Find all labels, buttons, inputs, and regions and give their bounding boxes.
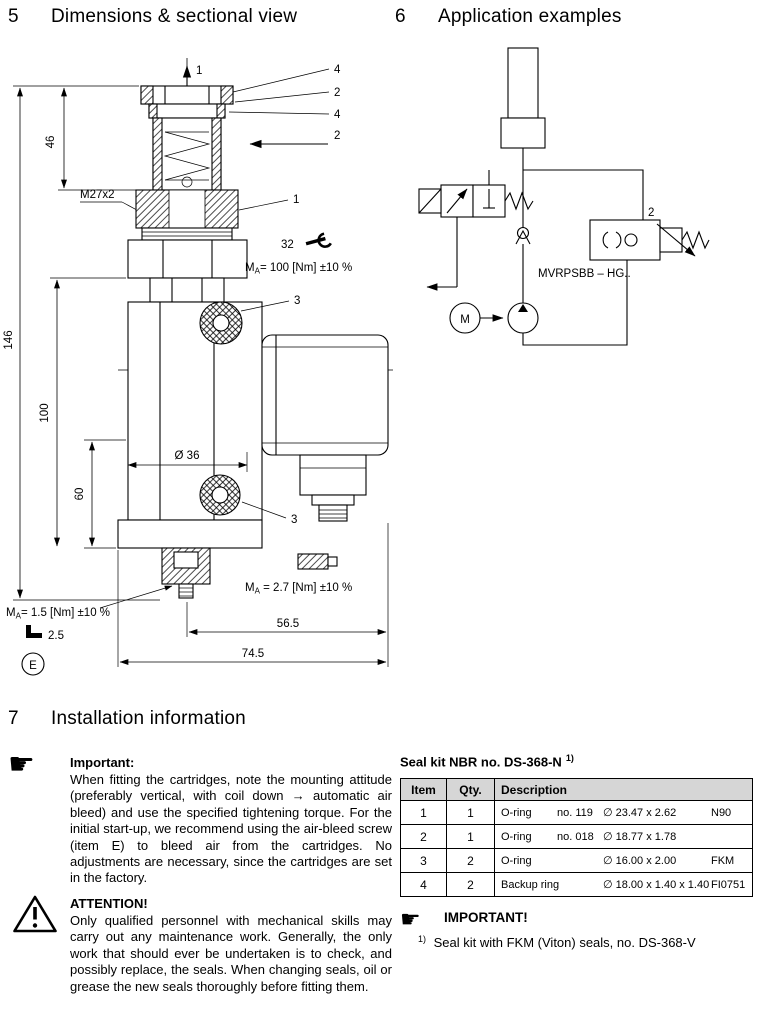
solenoid-coil <box>262 335 388 455</box>
callout-4a: 4 <box>334 64 341 76</box>
torque-coil-label: $M_A = 2.7$ [Nm] ±10 % <box>245 582 353 596</box>
cell-qty: 1 <box>447 825 495 849</box>
section-5-title: Dimensions & sectional view <box>51 6 298 27</box>
seal-kit-title-footnote-marker: 1) <box>565 753 574 763</box>
seal-kit-table <box>400 778 753 897</box>
hex-nut <box>128 240 247 302</box>
callout-1-top: 1 <box>196 65 203 77</box>
section-7-title: Installation information <box>51 708 246 729</box>
dim-46-label: 46 <box>45 135 57 149</box>
cell-qty: 2 <box>447 873 495 897</box>
dim-146-label: 146 <box>3 330 15 350</box>
thread-label: M27x2 <box>80 189 115 201</box>
dimension-46 <box>58 86 151 190</box>
callout-2b: 2 <box>334 130 341 142</box>
socket-tool-icon <box>298 554 337 569</box>
attention-body: Only qualified personnel with mechanical skills may carry out any maintenance work. Generally, the only work that should ever be undertaken is to check, and possibly replace, the seals. When changing seals, oil or grease the new seals thoroughly before fitting them. <box>70 913 392 994</box>
section-5-number: 5 <box>8 6 19 27</box>
section-6-heading <box>395 6 622 28</box>
branch-line <box>523 170 643 220</box>
cell-description: Backup ring ∅ 18.00 x 1.40 x 1.40 FI0751 <box>495 873 753 897</box>
motor-label: M <box>460 314 470 326</box>
hex-key-icon <box>26 625 42 638</box>
torque-main-label: $M_A= 100$ [Nm] ±10 % <box>245 262 353 276</box>
wrench-icon <box>305 233 332 252</box>
col-header-description: Description <box>495 779 753 801</box>
footnote-marker: 1) <box>418 934 427 944</box>
warning-triangle-icon <box>12 894 58 934</box>
check-valve-symbol <box>516 228 530 245</box>
cell-qty: 1 <box>447 801 495 825</box>
bleed-leader-arrow <box>100 586 172 608</box>
callout-4b: 4 <box>334 109 341 121</box>
section-7-heading <box>8 708 246 730</box>
pointing-hand-icon: ☛ <box>400 906 421 932</box>
seal-kit-footnote <box>418 934 696 950</box>
circuit-port-2-label: 2 <box>648 207 655 219</box>
callout-2a: 2 <box>334 87 341 99</box>
section-6-title: Application examples <box>438 6 622 27</box>
valve-housing <box>128 302 262 520</box>
cylinder-symbol <box>501 48 545 148</box>
cell-description: O-ring no. 119 ∅ 23.47 x 2.62 N90 <box>495 801 753 825</box>
col-header-qty: Qty. <box>447 779 495 801</box>
callout-1: 1 <box>293 194 300 206</box>
air-bleed-screw <box>162 548 210 598</box>
section-6-number: 6 <box>395 6 406 27</box>
valve-upper-body <box>153 118 221 190</box>
cartridge-valve-label: MVRPSBB – HG.. <box>538 268 631 280</box>
dim-74-5-label: 74.5 <box>241 648 265 660</box>
dim-100-label: 100 <box>39 403 51 423</box>
dim-dia36-label: Ø 36 <box>174 450 200 462</box>
cartridge-valve-symbol <box>590 220 709 260</box>
callout-leaders-top <box>229 69 329 114</box>
item-e-label: E <box>29 660 37 672</box>
bottom-flange <box>118 520 262 548</box>
callout-1-leader <box>239 200 288 210</box>
table-row <box>401 873 753 897</box>
table-row <box>401 825 753 849</box>
attention-title: ATTENTION! <box>70 896 148 911</box>
cell-qty: 2 <box>447 849 495 873</box>
seal-kit-important-title: IMPORTANT! <box>444 910 528 925</box>
callout-3b: 3 <box>291 514 298 526</box>
cell-item: 3 <box>401 849 447 873</box>
valve-cap <box>141 86 233 118</box>
seal-kit-header-row <box>401 779 753 801</box>
dim-60-label: 60 <box>74 487 86 501</box>
important-title: Important: <box>70 755 135 770</box>
callout-3a: 3 <box>294 295 301 307</box>
pointing-hand-icon: ☛ <box>8 748 35 781</box>
hex-key-size-label: 2.5 <box>48 630 64 642</box>
directional-valve-symbol <box>419 170 533 287</box>
valve-sectional-drawing <box>0 40 395 705</box>
seal-kit-title: Seal kit NBR no. DS-368-N $^{1)}$ <box>400 753 574 770</box>
cell-description: O-ring ∅ 16.00 x 2.00 FKM <box>495 849 753 873</box>
section-7-number: 7 <box>8 708 19 729</box>
torque-bleed-label: $M_A= 1.5$ [Nm] ±10 % <box>6 607 111 621</box>
adjustment-knob <box>136 190 238 240</box>
footnote-text: Seal kit with FKM (Viton) seals, no. DS-368-V <box>433 935 696 951</box>
pump-symbol <box>508 303 538 333</box>
application-circuit-diagram <box>395 40 759 370</box>
dimension-100 <box>50 278 126 546</box>
section-5-heading <box>8 6 297 28</box>
coil-connector <box>300 455 366 521</box>
dim-56-5-label: 56.5 <box>276 618 300 630</box>
cell-item: 4 <box>401 873 447 897</box>
cell-item: 1 <box>401 801 447 825</box>
table-row <box>401 801 753 825</box>
table-row <box>401 849 753 873</box>
wrench-size-label: 32 <box>281 239 294 251</box>
col-header-item: Item <box>401 779 447 801</box>
cell-item: 2 <box>401 825 447 849</box>
important-body: When fitting the cartridges, note the mounting attitude (preferably vertical, with coil down → automatic air bleed) and use the specified tightening torque. For the initial start-up, we recommend using the air-bleed screw (item E) to bleed air from the cartridges. No adjustments are necessary, since the cartridges are set in the factory. <box>70 772 392 886</box>
cell-description: O-ring no. 018 ∅ 18.77 x 1.78 <box>495 825 753 849</box>
